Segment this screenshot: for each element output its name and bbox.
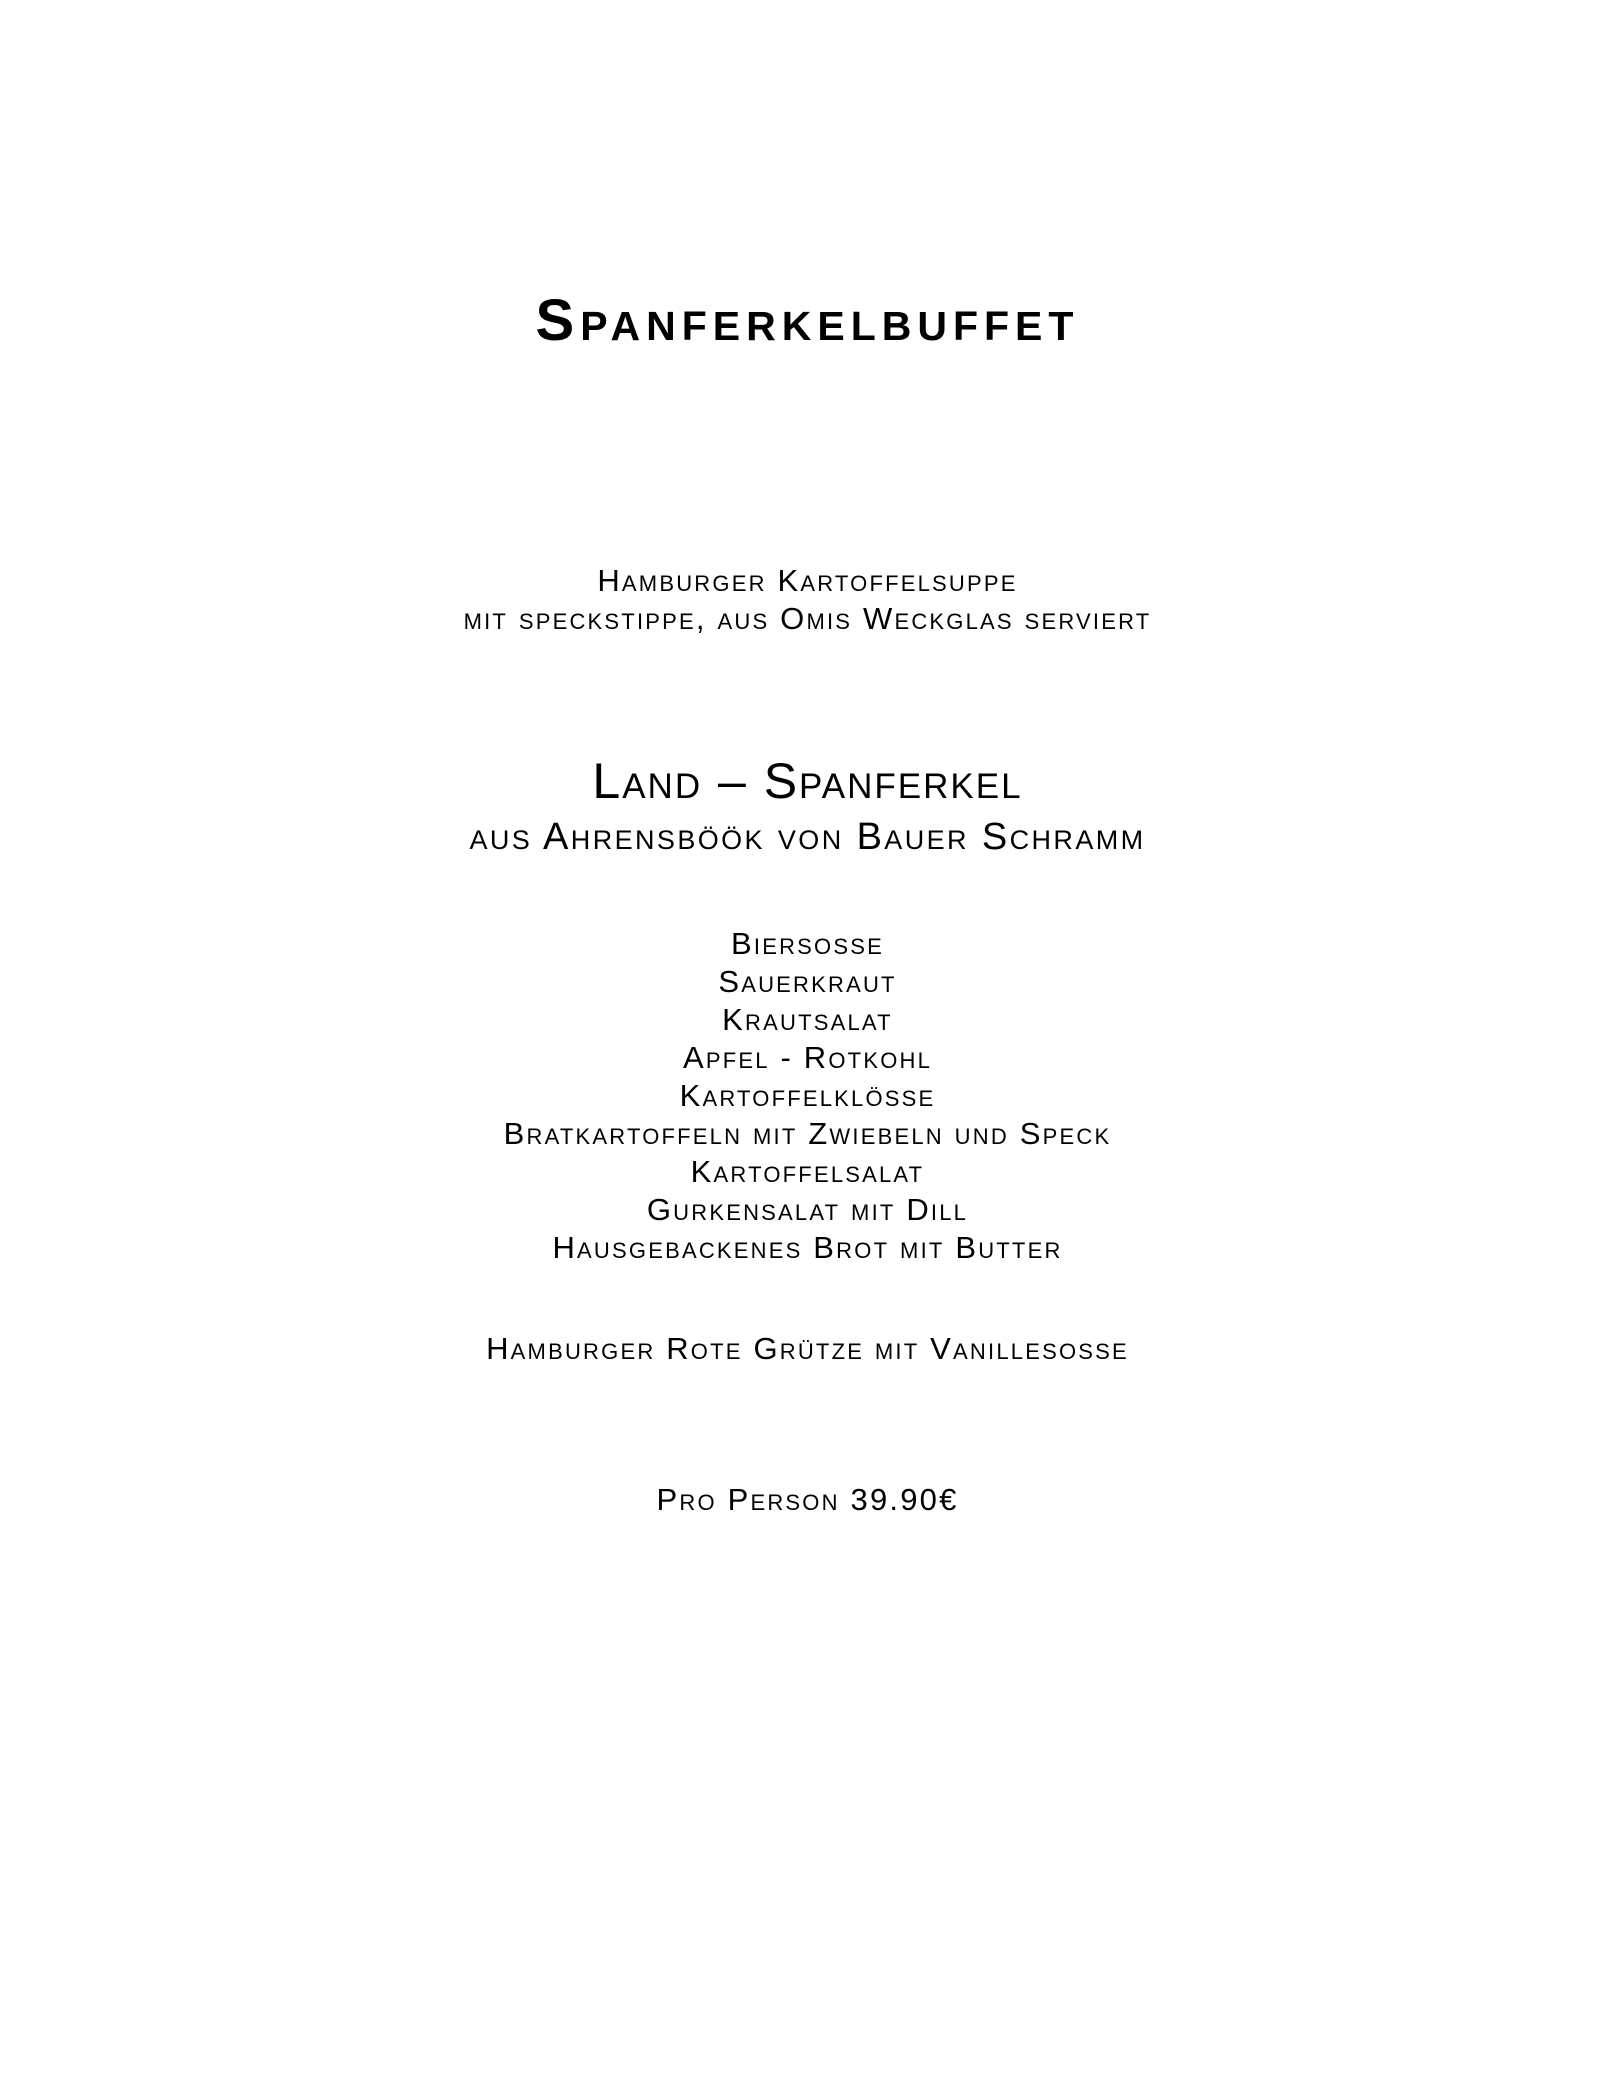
soup-line-1: Hamburger Kartoffelsuppe	[597, 563, 1018, 598]
menu-title: Spanferkelbuffet	[535, 288, 1080, 353]
soup-line-2: mit speckstippe, aus Omis Weckglas serviert	[463, 601, 1152, 636]
side-item-gurkensalat: Gurkensalat mit Dill	[646, 1192, 969, 1227]
dessert-item: Hamburger Rote Grütze mit Vanillesosse	[486, 1331, 1129, 1366]
main-course-subtitle: aus Ahrensböök von Bauer Schramm	[469, 816, 1146, 858]
side-item-bratkartoffeln: Bratkartoffeln mit Zwiebeln und Speck	[503, 1116, 1112, 1151]
side-item-sauerkraut: Sauerkraut	[718, 964, 897, 999]
price-per-person: Pro Person 39.90€	[656, 1482, 959, 1517]
side-item-biersosse: Biersosse	[731, 926, 884, 961]
side-item-kartoffelkloesse: Kartoffelklösse	[679, 1078, 936, 1113]
main-course-title: Land – Spanferkel	[592, 753, 1023, 809]
side-item-krautsalat: Krautsalat	[722, 1002, 893, 1037]
side-item-brot: Hausgebackenes Brot mit Butter	[552, 1230, 1063, 1265]
side-item-apfel-rotkohl: Apfel - Rotkohl	[682, 1040, 933, 1075]
side-item-kartoffelsalat: Kartoffelsalat	[690, 1154, 925, 1189]
